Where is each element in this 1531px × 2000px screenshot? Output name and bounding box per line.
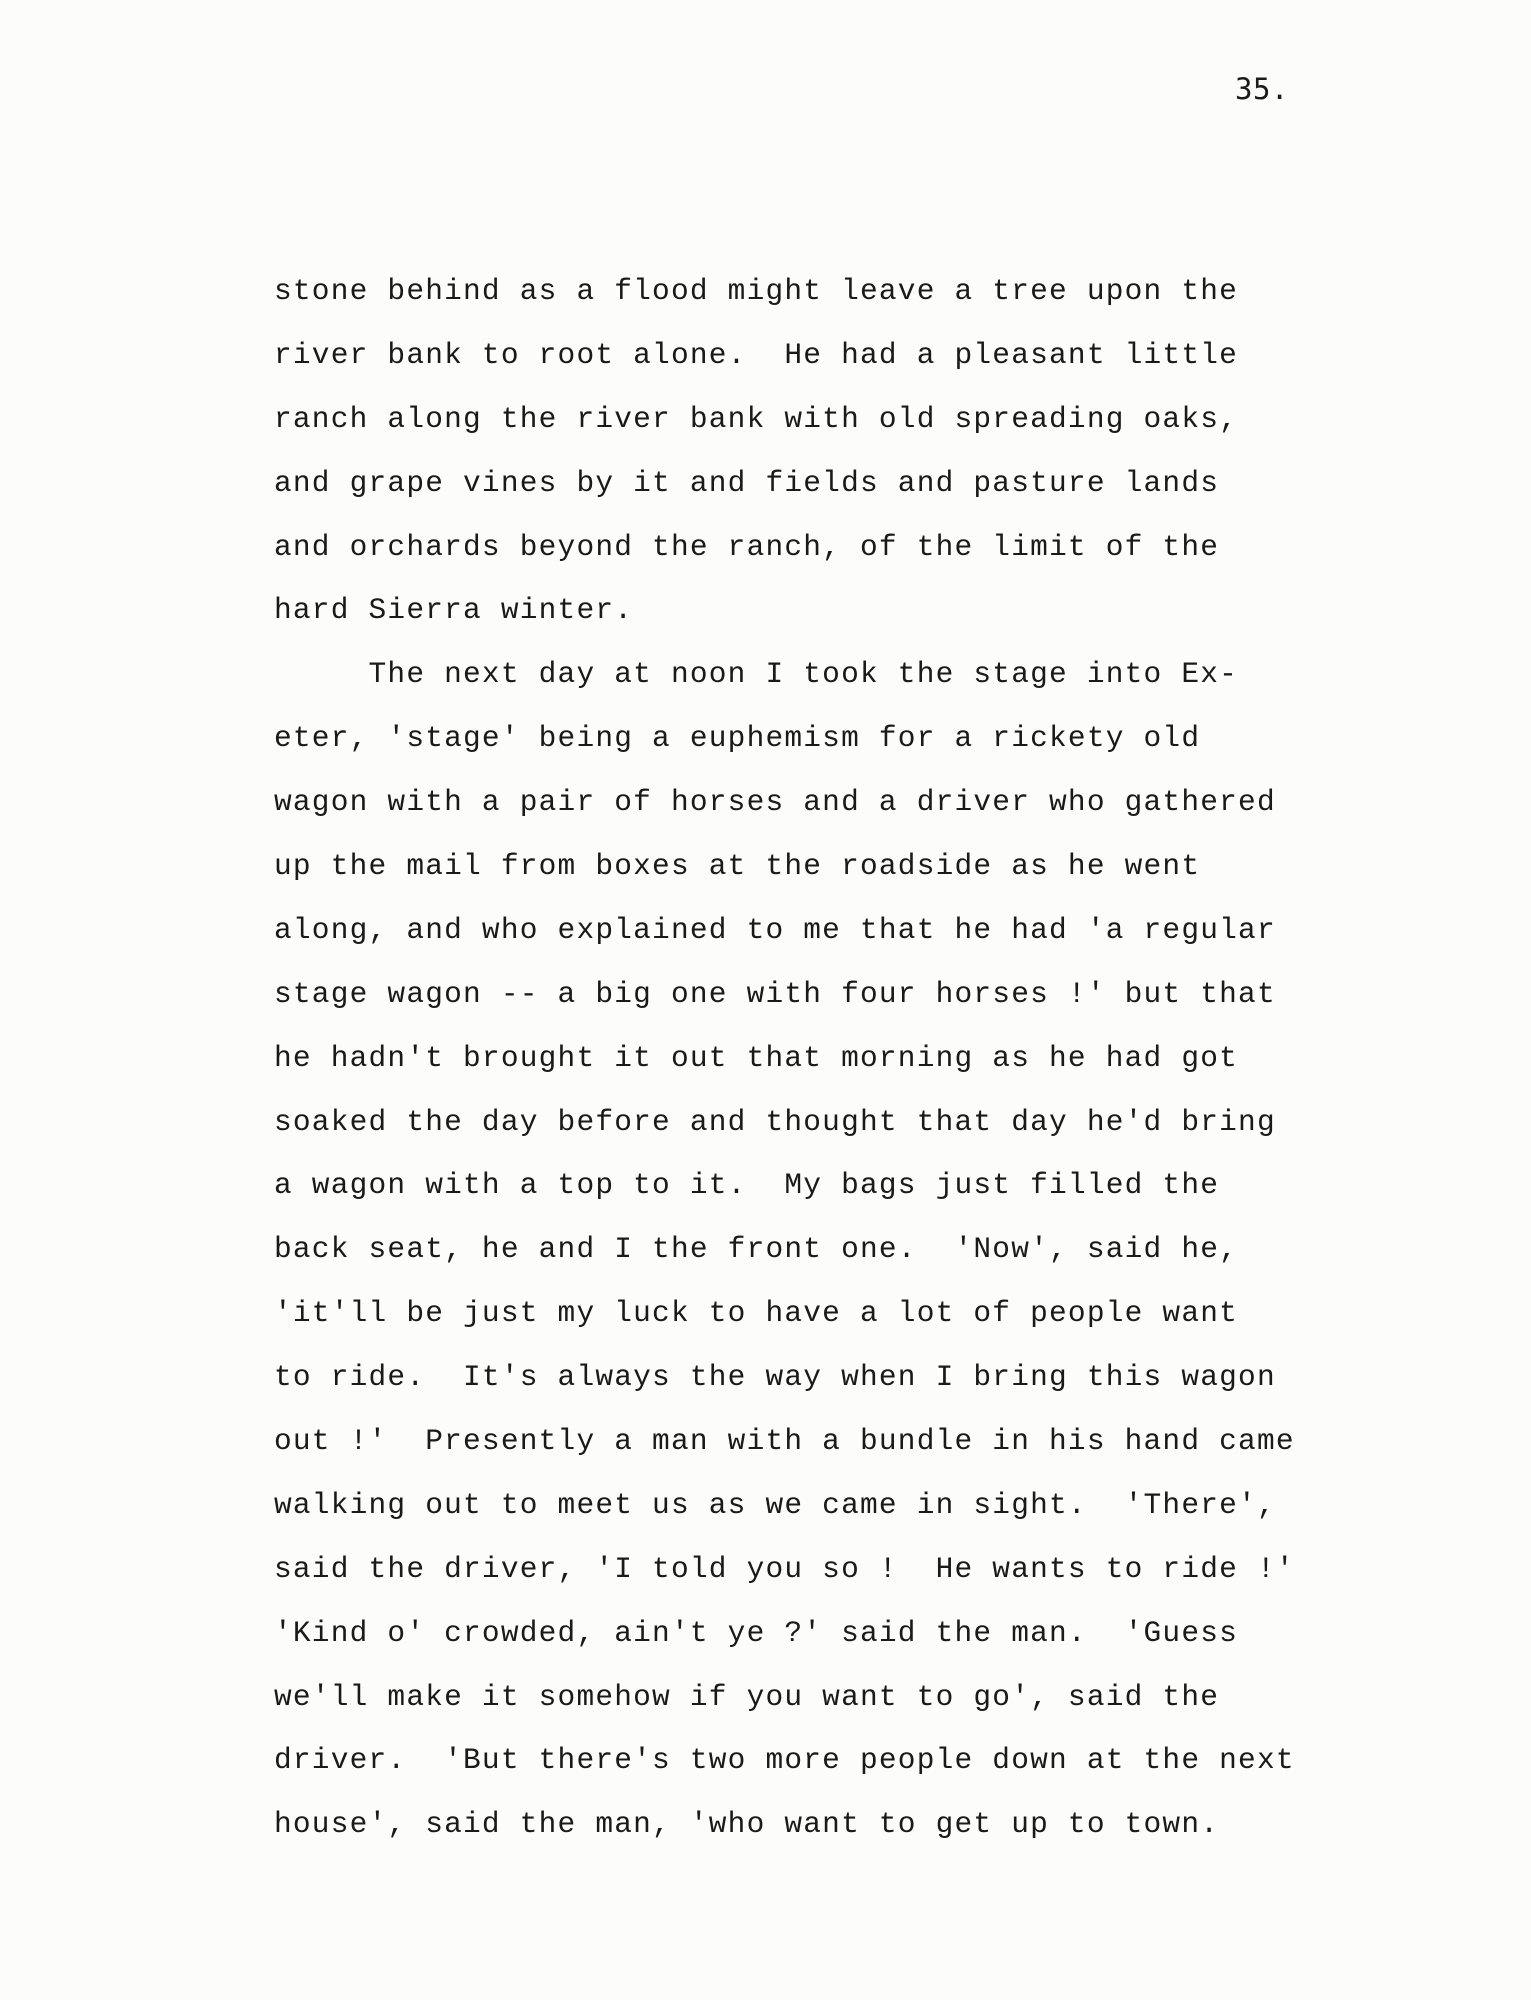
text-line: along, and who explained to me that he had 'a regular <box>274 912 1276 947</box>
text-line: hard Sierra winter. <box>274 593 634 628</box>
text-line: river bank to root alone. He had a pleasant little <box>274 337 1239 372</box>
text-line: eter, 'stage' being a euphemism for a rickety old <box>274 721 1201 756</box>
text-line: said the driver, 'I told you so ! He wants to ride !' <box>274 1551 1295 1586</box>
text-line: up the mail from boxes at the roadside as he went <box>274 849 1201 884</box>
body-text <box>274 260 1334 1857</box>
text-line: to ride. It's always the way when I bring this wagon <box>274 1360 1276 1395</box>
text-line: and grape vines by it and fields and pasture lands <box>274 465 1220 500</box>
text-line: stone behind as a flood might leave a tree upon the <box>274 274 1239 308</box>
text-line: stage wagon -- a big one with four horses !' but that <box>274 976 1276 1011</box>
text-line: driver. 'But there's two more people down at the next <box>274 1743 1295 1778</box>
text-line: back seat, he and I the front one. 'Now', said he, <box>274 1232 1239 1267</box>
text-line: and orchards beyond the ranch, of the limit of the <box>274 529 1220 564</box>
text-line: he hadn't brought it out that morning as he had got <box>274 1040 1239 1075</box>
page-number: 35. <box>1235 72 1289 106</box>
text-line: a wagon with a top to it. My bags just filled the <box>274 1168 1220 1203</box>
text-line: wagon with a pair of horses and a driver who gathered <box>274 785 1276 820</box>
text-line: out !' Presently a man with a bundle in his hand came <box>274 1424 1295 1459</box>
text-line: we'll make it somehow if you want to go', said the <box>274 1679 1220 1714</box>
text-line: The next day at noon I took the stage into Ex- <box>274 657 1239 692</box>
text-line: 'Kind o' crowded, ain't ye ?' said the man. 'Guess <box>274 1615 1239 1650</box>
text-line: house', said the man, 'who want to get up to town. <box>274 1807 1220 1842</box>
text-line: ranch along the river bank with old spreading oaks, <box>274 401 1239 436</box>
text-line: walking out to meet us as we came in sight. 'There', <box>274 1487 1276 1522</box>
text-line: soaked the day before and thought that day he'd bring <box>274 1104 1276 1139</box>
text-line: 'it'll be just my luck to have a lot of people want <box>274 1296 1239 1331</box>
